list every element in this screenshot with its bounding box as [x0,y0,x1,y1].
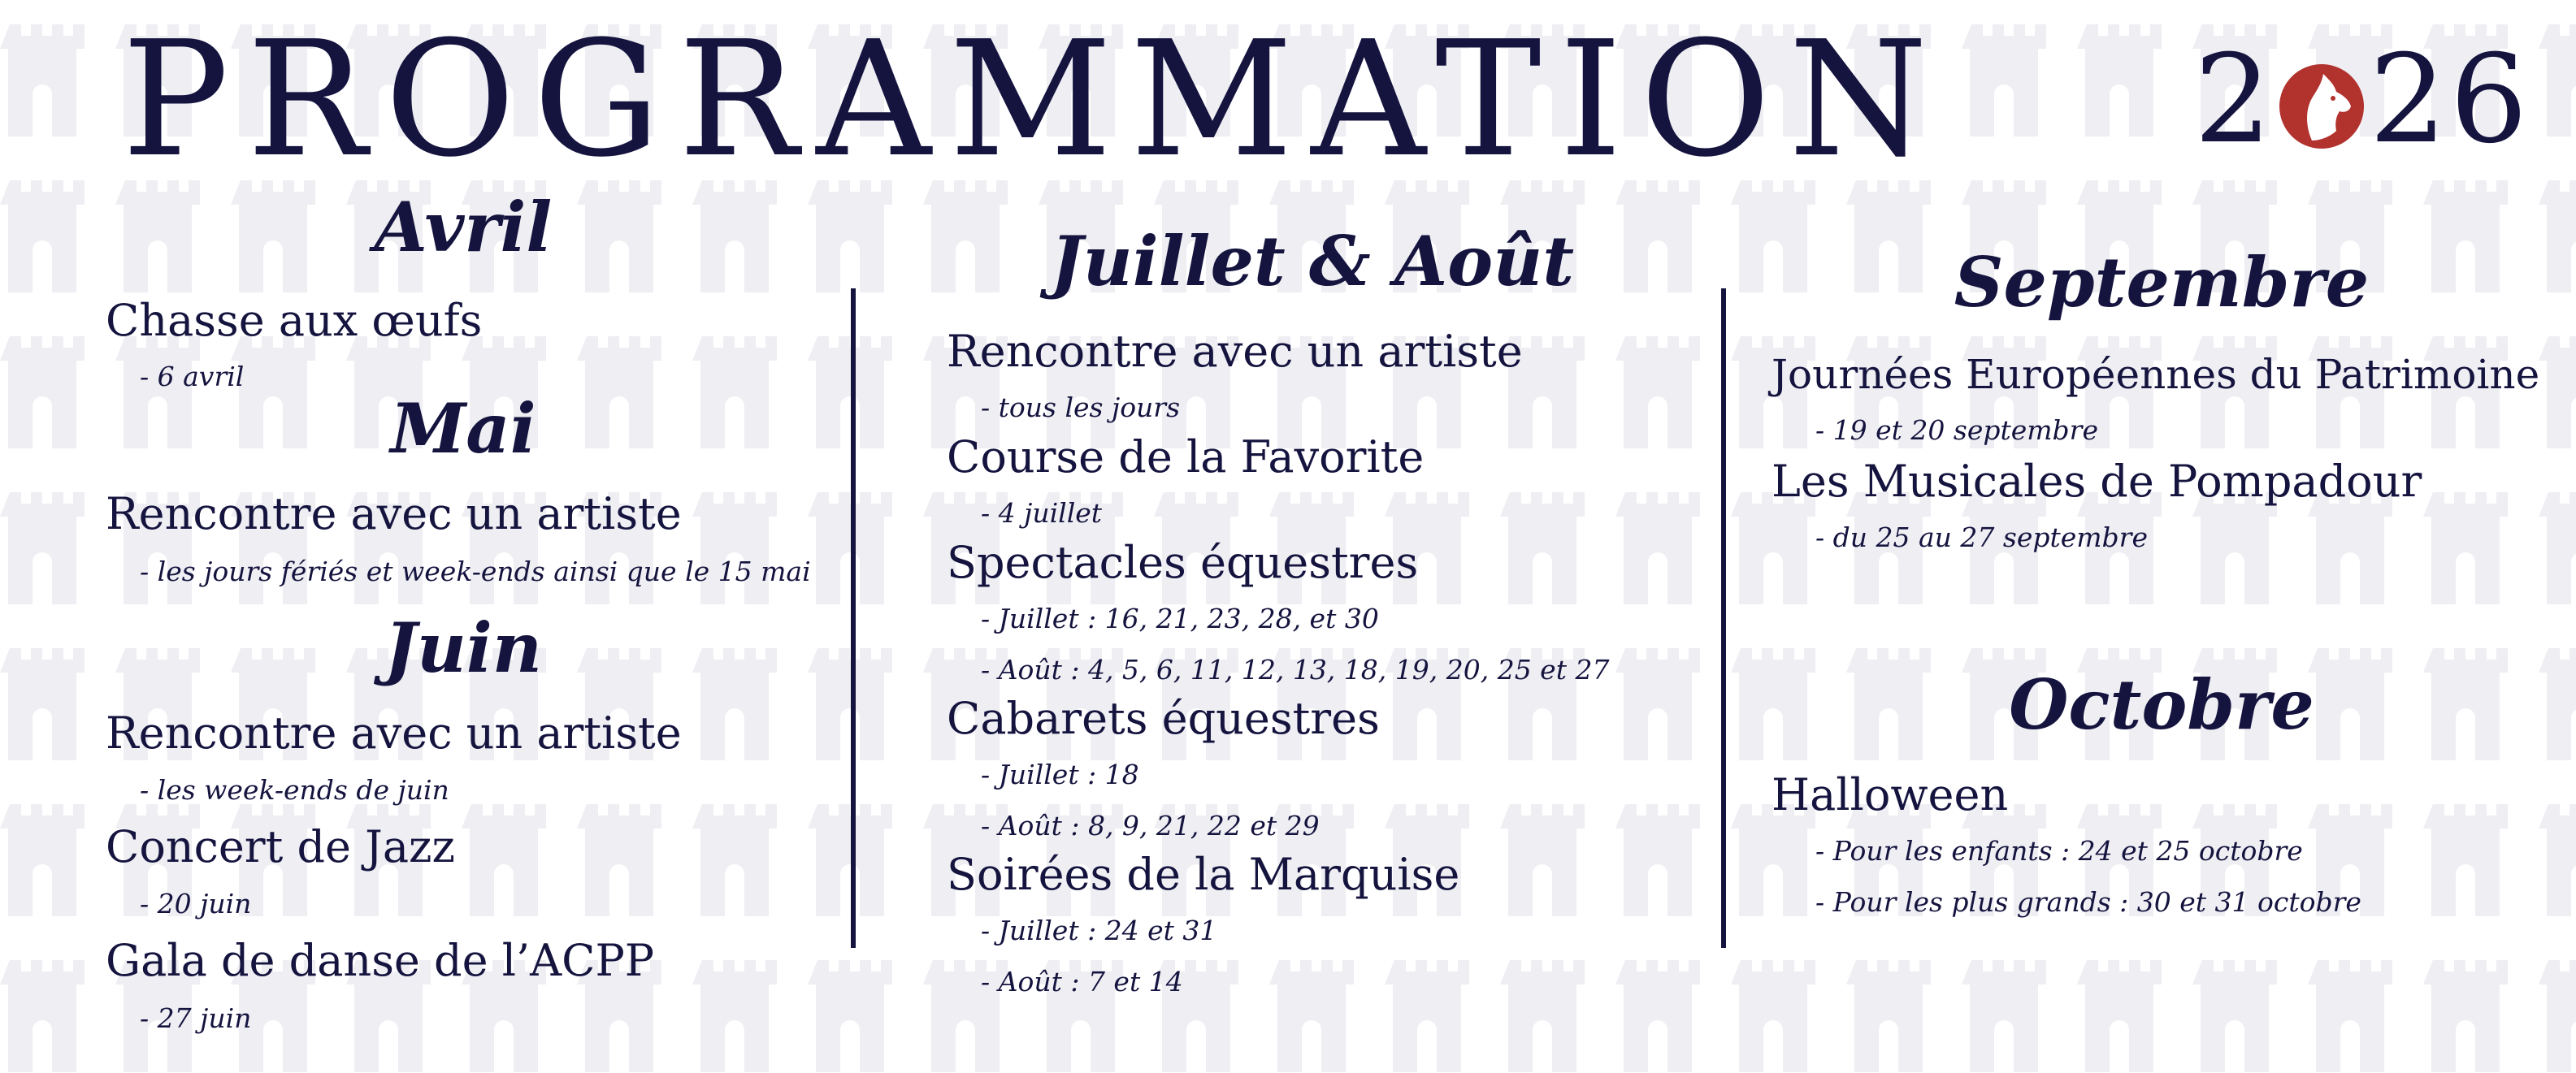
event-name: Spectacles équestres [947,537,1419,588]
event-date: - Pour les plus grands : 30 et 31 octobre [1815,886,2361,918]
horse-head-logo-icon [2273,56,2370,154]
event-name: Chasse aux œufs [106,295,483,346]
event-name: Rencontre avec un artiste [106,707,682,759]
event-date: - Juillet : 24 et 31 [981,915,1217,946]
column-divider [1721,288,1726,948]
page-title: PROGRAMMATION [122,7,1946,193]
event-date: - Juillet : 16, 21, 23, 28, et 30 [981,603,1379,634]
event-name: Soirées de la Marquise [947,849,1460,900]
event-date: - les week-ends de juin [140,774,449,806]
event-date: - Août : 4, 5, 6, 11, 12, 13, 18, 19, 20, 25 et 27 [981,654,1610,686]
event-date: - Juillet : 18 [981,759,1139,790]
event-date: - Août : 7 et 14 [981,966,1183,997]
month-heading-avril: Avril [374,187,553,267]
event-date: - tous les jours [981,392,1181,423]
event-name: Gala de danse de l’ACPP [106,935,655,986]
year-suffix: 26 [2369,29,2531,171]
month-heading-mai: Mai [390,388,536,469]
event-name: Rencontre avec un artiste [106,488,682,539]
year [2194,15,2530,185]
event-name: Halloween [1772,769,2009,820]
event-date: - 4 juillet [981,497,1103,529]
event-date: - 19 et 20 septembre [1815,414,2098,446]
event-date: - les jours fériés et week-ends ainsi que le 15 mai [140,556,811,587]
column-divider [851,288,856,948]
event-date: - du 25 au 27 septembre [1815,521,2148,553]
event-name: Concert de Jazz [106,821,455,872]
month-heading-septembre: Septembre [1954,242,2370,322]
event-date: - 20 juin [140,888,252,919]
event-name: Journées Européennes du Patrimoine [1772,351,2540,398]
month-heading-octobre: Octobre [2009,664,2314,745]
event-name: Les Musicales de Pompadour [1772,456,2422,507]
event-date: - 27 juin [140,1002,252,1034]
month-heading-juillet-aout: Juillet & Août [1050,221,1575,301]
year-prefix: 2 [2194,29,2275,171]
event-name: Rencontre avec un artiste [947,326,1523,377]
event-date: - Août : 8, 9, 21, 22 et 29 [981,810,1320,842]
event-date: - 6 avril [140,361,245,392]
event-date: - Pour les enfants : 24 et 25 octobre [1815,835,2303,867]
event-name: Course de la Favorite [947,431,1425,482]
event-name: Cabarets équestres [947,693,1380,744]
month-heading-juin: Juin [384,608,542,688]
